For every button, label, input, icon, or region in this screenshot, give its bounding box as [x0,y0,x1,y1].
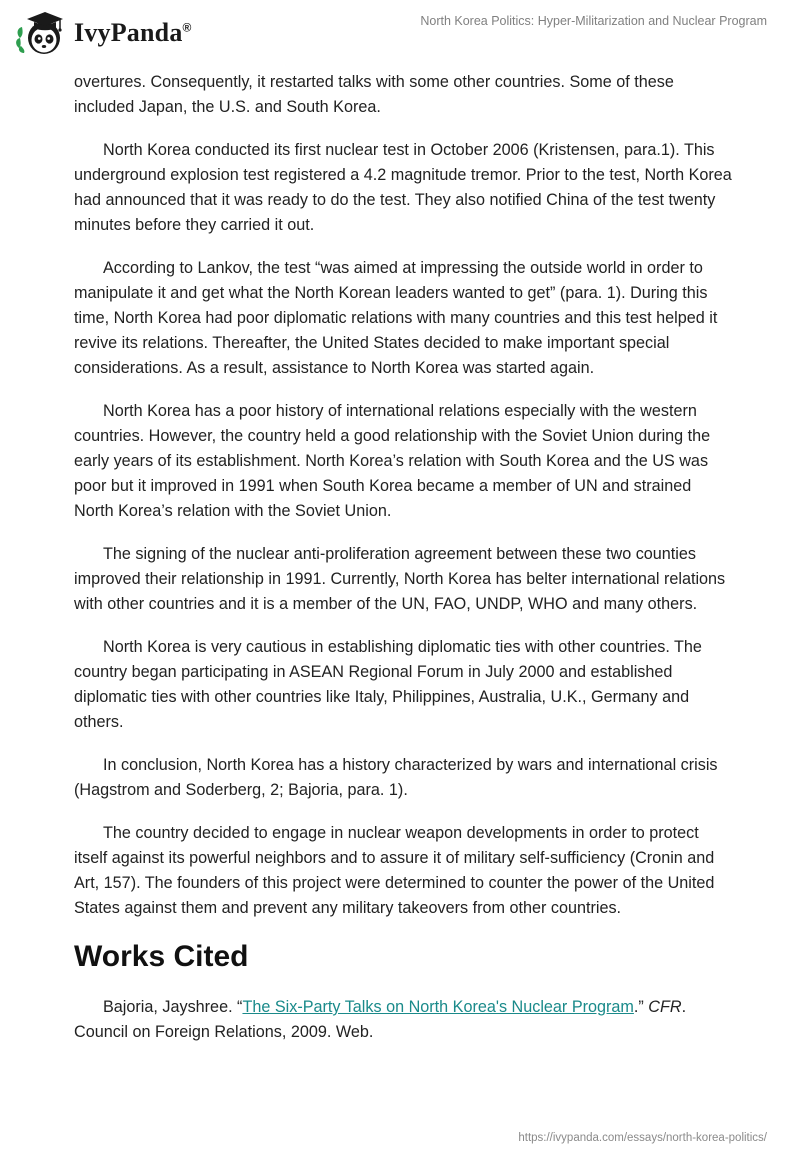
paragraph: The signing of the nuclear anti-proliferation agreement between these two counties improved their relationship in 1991. Currently, North Korea has belter international relations with other countries and it is a member of the UN, FAO, UNDP, WHO and many others. [74,545,726,613]
paragraph: In conclusion, North Korea has a history characterized by wars and international crisis (Hagstrom and Soderberg, 2; Bajoria, para. 1). [74,756,718,799]
citation-entry [74,995,734,1045]
ivypanda-logo[interactable] [14,8,192,58]
source-url: https://ivypanda.com/essays/north-korea-politics/ [518,1132,767,1144]
citation-after-link: .” [633,998,649,1016]
document-title: North Korea Politics: Hyper-Militarization and Nuclear Program [420,14,767,28]
citation-link[interactable]: The Six-Party Talks on North Korea's Nuclear Program [242,998,634,1016]
page-header [0,0,800,72]
works-cited-heading: Works Cited [74,940,249,973]
panda-graduation-cap-icon [14,8,72,58]
logo-wordmark: IvyPanda® [74,18,192,47]
paragraph: North Korea is very cautious in establishing diplomatic ties with other countries. The country began participating in ASEAN Regional Forum in July 2000 and established diplomatic ties with other countries like Italy, Philippines, Australia, U.K., Germany and others. [74,638,702,731]
citation-publication: CFR [648,998,682,1016]
citation-rest: . Council on Foreign Relations, 2009. Web. [74,998,687,1041]
paragraph-continuation: overtures. Consequently, it restarted talks with some other countries. Some of these included Japan, the U.S. and South Korea. [74,73,674,116]
citation-author: Bajoria, Jayshree. “ [103,998,243,1016]
paragraph: North Korea conducted its first nuclear test in October 2006 (Kristensen, para.1). This underground explosion test registered a 4.2 magnitude tremor. Prior to the test, North Korea had announced that it was ready to do the test. They also notified China of the test twenty minutes before they carried it out. [74,141,732,234]
paragraph: The country decided to engage in nuclear weapon developments in order to protect itself against its powerful neighbors and to assure it of military self-sufficiency (Cronin and Art, 157). The founders of this project were determined to counter the power of the United States against them and prevent any military takeovers from other countries. [74,824,715,917]
paragraph: According to Lankov, the test “was aimed at impressing the outside world in order to manipulate it and get what the North Korean leaders wanted to get” (para. 1). During this time, North Korea had poor diplomatic relations with many countries and this test helped it revive its relations. Thereafter, the United States decided to make important special considerations. As a result, assistance to North Korea was started again. [74,259,718,377]
essay-body [74,70,734,1063]
paragraph: North Korea has a poor history of international relations especially with the western countries. However, the country held a good relationship with the Soviet Union during the early years of its establishment. North Korea’s relation with South Korea and the US was poor but it improved in 1991 when South Korea became a member of UN and strained North Korea’s relation with the Soviet Union. [74,402,711,520]
